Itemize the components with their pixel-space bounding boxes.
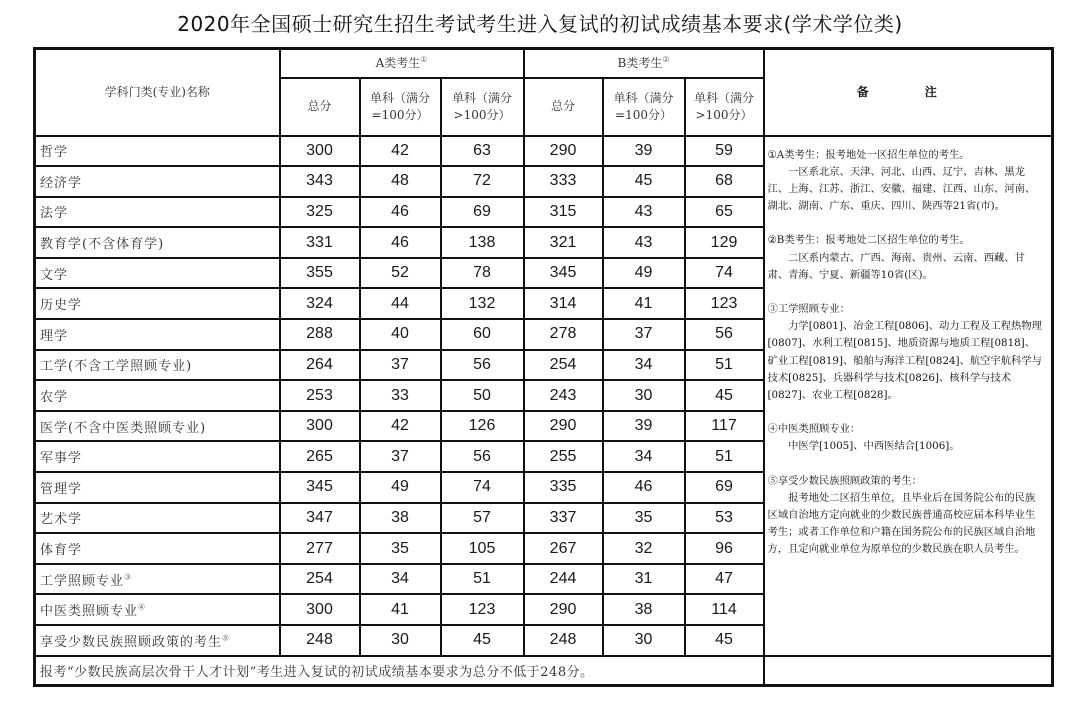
a-single-100: 52 xyxy=(360,258,441,289)
b-single-100: 30 xyxy=(603,625,685,656)
b-single-gt100: 51 xyxy=(685,441,764,472)
a-single-100: 41 xyxy=(360,594,441,625)
a-single-gt100: 78 xyxy=(441,258,524,289)
b-single-gt100: 45 xyxy=(685,625,764,656)
header-b-total: 总分 xyxy=(524,78,603,136)
remark-2: ②B类考生：报考地处二区招生单位的考生。 二区系内蒙古、广西、海南、贵州、云南、西藏、甘肃、青海、宁夏、新疆等10省(区)。 xyxy=(767,234,1025,281)
b-total: 244 xyxy=(524,564,603,595)
header-subject-name: 学科门类(专业)名称 xyxy=(35,49,280,136)
score-requirements-table xyxy=(33,47,1054,687)
header-a-total: 总分 xyxy=(280,78,360,136)
b-single-100: 34 xyxy=(603,350,685,381)
remark-4: ④中医类照顾专业： 中医学[1005]、中西医结合[1006]。 xyxy=(767,423,960,453)
a-single-gt100: 45 xyxy=(441,625,524,656)
subject-name: 中医类照顾专业④ xyxy=(35,594,280,625)
a-total: 300 xyxy=(280,594,360,625)
footer-note: 报考“少数民族高层次骨干人才计划”考生进入复试的初试成绩基本要求为总分不低于248分。 xyxy=(35,656,764,686)
a-total: 265 xyxy=(280,441,360,472)
subject-name: 历史学 xyxy=(35,288,280,319)
a-single-gt100: 126 xyxy=(441,411,524,442)
a-single-100: 40 xyxy=(360,319,441,350)
subject-name: 工学照顾专业③ xyxy=(35,564,280,595)
b-single-gt100: 53 xyxy=(685,503,764,534)
b-single-gt100: 123 xyxy=(685,288,764,319)
b-single-100: 34 xyxy=(603,441,685,472)
b-total: 335 xyxy=(524,472,603,503)
a-total: 355 xyxy=(280,258,360,289)
b-single-100: 49 xyxy=(603,258,685,289)
b-single-100: 35 xyxy=(603,503,685,534)
b-single-gt100: 69 xyxy=(685,472,764,503)
a-total: 300 xyxy=(280,136,360,167)
a-total: 347 xyxy=(280,503,360,534)
b-single-100: 46 xyxy=(603,472,685,503)
a-single-100: 44 xyxy=(360,288,441,319)
a-total: 331 xyxy=(280,227,360,258)
b-total: 278 xyxy=(524,319,603,350)
a-single-gt100: 72 xyxy=(441,166,524,197)
table-row xyxy=(35,136,1053,167)
a-single-gt100: 56 xyxy=(441,441,524,472)
a-total: 254 xyxy=(280,564,360,595)
subject-name: 教育学(不含体育学) xyxy=(35,227,280,258)
a-total: 324 xyxy=(280,288,360,319)
a-single-gt100: 51 xyxy=(441,564,524,595)
subject-name: 军事学 xyxy=(35,441,280,472)
page-title: 2020年全国硕士研究生招生考试考生进入复试的初试成绩基本要求(学术学位类) xyxy=(177,12,903,36)
b-total: 315 xyxy=(524,197,603,228)
b-single-100: 43 xyxy=(603,197,685,228)
a-single-100: 46 xyxy=(360,227,441,258)
subject-name: 文学 xyxy=(35,258,280,289)
b-single-100: 39 xyxy=(603,411,685,442)
footer-row xyxy=(35,656,1053,686)
a-single-100: 42 xyxy=(360,411,441,442)
b-total: 254 xyxy=(524,350,603,381)
a-single-100: 46 xyxy=(360,197,441,228)
b-total: 321 xyxy=(524,227,603,258)
b-single-gt100: 45 xyxy=(685,380,764,411)
footnote-marker: ② xyxy=(662,55,670,65)
b-total: 290 xyxy=(524,136,603,167)
b-single-gt100: 47 xyxy=(685,564,764,595)
b-total: 345 xyxy=(524,258,603,289)
subject-name: 艺术学 xyxy=(35,503,280,534)
header-group-a: A类考生① xyxy=(280,49,524,78)
header-b-single-gt100: 单科（满分>100分） xyxy=(685,78,764,136)
remark-1: ①A类考生：报考地处一区招生单位的考生。 一区系北京、天津、河北、山西、辽宁、吉林、黑龙江、上海、江苏、浙江、安徽、福建、江西、山东、河南、湖北、湖南、广东、重庆、四川、陕西等21省(市)。 xyxy=(767,148,1036,213)
b-single-100: 43 xyxy=(603,227,685,258)
a-total: 253 xyxy=(280,380,360,411)
a-single-gt100: 74 xyxy=(441,472,524,503)
a-single-gt100: 50 xyxy=(441,380,524,411)
a-single-gt100: 105 xyxy=(441,533,524,564)
subject-name: 经济学 xyxy=(35,166,280,197)
b-single-100: 38 xyxy=(603,594,685,625)
b-single-gt100: 129 xyxy=(685,227,764,258)
a-total: 248 xyxy=(280,625,360,656)
subject-name: 医学(不含中医类照顾专业) xyxy=(35,411,280,442)
header-a-single-gt100: 单科（满分>100分） xyxy=(441,78,524,136)
subject-name: 法学 xyxy=(35,197,280,228)
subject-name: 体育学 xyxy=(35,533,280,564)
header-remarks: 备 注 xyxy=(764,49,1053,136)
b-total: 243 xyxy=(524,380,603,411)
a-single-100: 33 xyxy=(360,380,441,411)
b-total: 267 xyxy=(524,533,603,564)
b-total: 333 xyxy=(524,166,603,197)
header-b-single-100: 单科（满分=100分） xyxy=(603,78,685,136)
remarks-cell xyxy=(764,136,1053,656)
b-single-gt100: 117 xyxy=(685,411,764,442)
b-single-gt100: 56 xyxy=(685,319,764,350)
a-total: 325 xyxy=(280,197,360,228)
a-single-gt100: 56 xyxy=(441,350,524,381)
a-single-gt100: 123 xyxy=(441,594,524,625)
b-single-100: 41 xyxy=(603,288,685,319)
b-single-100: 45 xyxy=(603,166,685,197)
a-single-100: 37 xyxy=(360,350,441,381)
a-total: 277 xyxy=(280,533,360,564)
a-single-gt100: 63 xyxy=(441,136,524,167)
a-single-100: 49 xyxy=(360,472,441,503)
a-total: 264 xyxy=(280,350,360,381)
b-single-gt100: 96 xyxy=(685,533,764,564)
b-total: 314 xyxy=(524,288,603,319)
a-total: 300 xyxy=(280,411,360,442)
a-single-gt100: 132 xyxy=(441,288,524,319)
b-single-gt100: 68 xyxy=(685,166,764,197)
b-total: 290 xyxy=(524,411,603,442)
a-single-100: 37 xyxy=(360,441,441,472)
a-single-gt100: 60 xyxy=(441,319,524,350)
subject-name: 农学 xyxy=(35,380,280,411)
b-single-gt100: 59 xyxy=(685,136,764,167)
b-total: 255 xyxy=(524,441,603,472)
b-single-100: 39 xyxy=(603,136,685,167)
a-single-100: 34 xyxy=(360,564,441,595)
subject-name: 享受少数民族照顾政策的考生⑤ xyxy=(35,625,280,656)
a-total: 343 xyxy=(280,166,360,197)
b-total: 290 xyxy=(524,594,603,625)
a-total: 345 xyxy=(280,472,360,503)
b-single-100: 30 xyxy=(603,380,685,411)
subject-name: 理学 xyxy=(35,319,280,350)
a-single-100: 42 xyxy=(360,136,441,167)
a-single-gt100: 57 xyxy=(441,503,524,534)
remark-3: ③工学照顾专业： 力学[0801]、冶金工程[0806]、动力工程及工程热物理[0807]、水利工程[0815]、地质资源与地质工程[0818]、矿业工程[0819]、船舶与海洋工程[0824]、航空宇航科学与技术[0825]、兵器科学与技术[0826]、核科学与技术[0827]、农业工程[0828]。 xyxy=(767,302,1042,401)
a-single-gt100: 138 xyxy=(441,227,524,258)
b-single-gt100: 65 xyxy=(685,197,764,228)
footnote-marker: ① xyxy=(420,55,428,65)
header-a-single-100: 单科（满分=100分） xyxy=(360,78,441,136)
b-single-gt100: 114 xyxy=(685,594,764,625)
subject-name: 哲学 xyxy=(35,136,280,167)
b-single-gt100: 74 xyxy=(685,258,764,289)
a-single-100: 35 xyxy=(360,533,441,564)
b-single-gt100: 51 xyxy=(685,350,764,381)
a-single-100: 48 xyxy=(360,166,441,197)
subject-name: 管理学 xyxy=(35,472,280,503)
b-single-100: 37 xyxy=(603,319,685,350)
a-single-gt100: 69 xyxy=(441,197,524,228)
a-single-100: 30 xyxy=(360,625,441,656)
b-total: 337 xyxy=(524,503,603,534)
remark-5: ⑤享受少数民族照顾政策的考生： 报考地处二区招生单位，且毕业后在国务院公布的民族区域自治地方定向就业的少数民族普通高校应届本科毕业生考生；或者工作单位和户籍在国务院公布的民族区域自治地方，且定向就业单位为原单位的少数民族在职人员考生。 xyxy=(767,474,1036,556)
a-total: 288 xyxy=(280,319,360,350)
b-single-100: 32 xyxy=(603,533,685,564)
subject-name: 工学(不含工学照顾专业) xyxy=(35,350,280,381)
b-total: 248 xyxy=(524,625,603,656)
header-group-b: B类考生② xyxy=(524,49,764,78)
b-single-100: 31 xyxy=(603,564,685,595)
a-single-100: 38 xyxy=(360,503,441,534)
